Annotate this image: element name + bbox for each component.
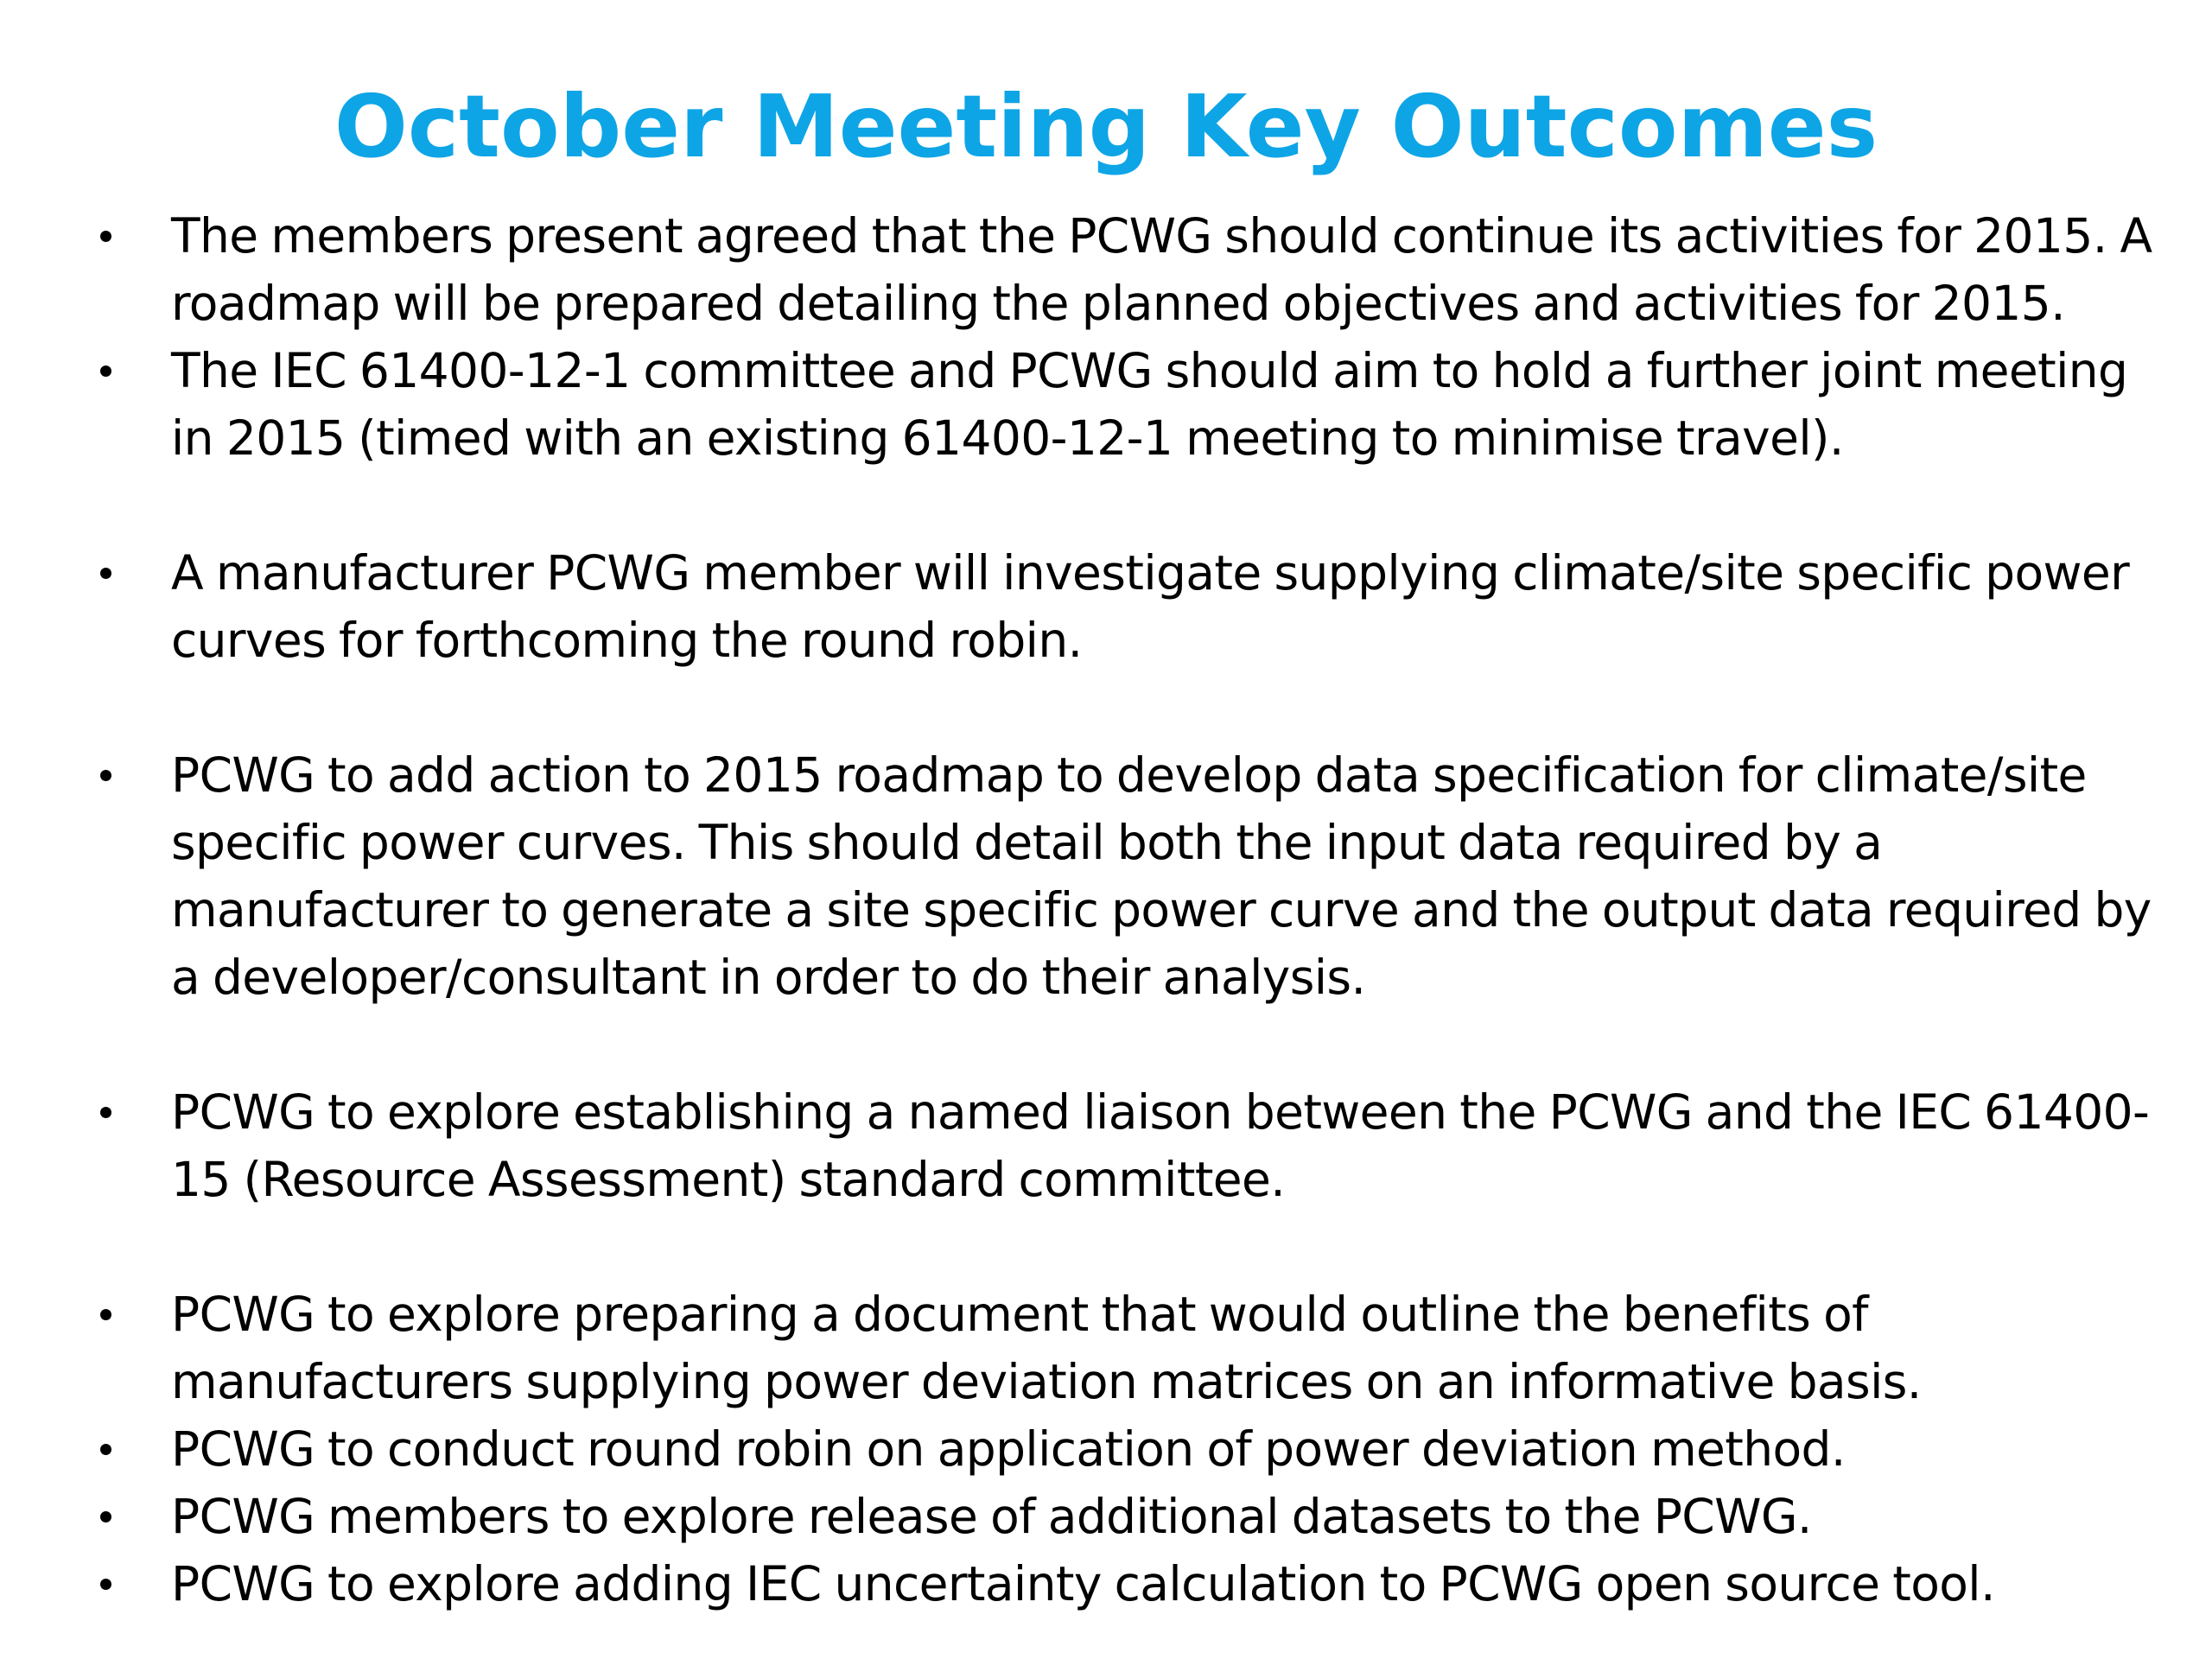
- bullet-icon: [97, 1078, 114, 1146]
- bullet-text: [171, 741, 2158, 1011]
- bullet-text: [171, 1483, 2158, 1550]
- bullet-line: 15 (Resource Assessment) standard committee.: [171, 1152, 1286, 1207]
- bullet-line: manufacturer to generate a site specific power curve and the output data required by: [171, 882, 2152, 938]
- bullet-icon: [97, 1483, 114, 1550]
- bullet-line: A manufacturer PCWG member will investigate supplying climate/site specific power: [171, 545, 2130, 601]
- bullet-icon: [97, 337, 114, 404]
- bullet-icon: [97, 1550, 114, 1618]
- bullet-icon: [97, 741, 114, 809]
- bullet-icon: [97, 202, 114, 270]
- bullet-line: manufacturers supplying power deviation matrices on an informative basis.: [171, 1354, 1922, 1409]
- slide-title: October Meeting Key Outcomes: [334, 76, 1878, 177]
- bullet-line: PCWG to explore establishing a named liaison between the PCWG and the IEC 61400-: [171, 1084, 2150, 1140]
- bullet-line: roadmap will be prepared detailing the planned objectives and activities for 2015.: [171, 276, 2066, 331]
- bullet-text: [171, 1281, 2158, 1415]
- bullet-text: [171, 539, 2158, 674]
- bullet-line: PCWG to conduct round robin on application of power deviation method.: [171, 1421, 1846, 1477]
- bullet-text: [171, 1415, 2158, 1483]
- bullet-icon: [97, 1415, 114, 1483]
- bullet-line: PCWG members to explore release of additional datasets to the PCWG.: [171, 1489, 1812, 1544]
- bullet-icon: [97, 539, 114, 607]
- bullet-text: [171, 1078, 2158, 1213]
- bullet-line: PCWG to explore adding IEC uncertainty calculation to PCWG open source tool.: [171, 1556, 1995, 1611]
- bullet-line: The members present agreed that the PCWG should continue its activities for 2015. A: [171, 208, 2152, 264]
- bullet-line: PCWG to explore preparing a document that would outline the benefits of: [171, 1287, 1868, 1342]
- bullet-icon: [97, 1281, 114, 1348]
- bullet-line: a developer/consultant in order to do their analysis.: [171, 950, 1366, 1005]
- bullet-line: PCWG to add action to 2015 roadmap to develop data specification for climate/site: [171, 747, 2087, 803]
- bullet-line: in 2015 (timed with an existing 61400-12-1 meeting to minimise travel).: [171, 410, 1844, 466]
- bullet-line: curves for forthcoming the round robin.: [171, 613, 1083, 668]
- bullet-text: [171, 337, 2158, 472]
- bullet-text: [171, 202, 2158, 337]
- bullet-text: [171, 1550, 2158, 1618]
- bullet-line: specific power curves. This should detail both the input data required by a: [171, 815, 1883, 870]
- bullet-line: The IEC 61400-12-1 committee and PCWG should aim to hold a further joint meeting: [171, 343, 2128, 398]
